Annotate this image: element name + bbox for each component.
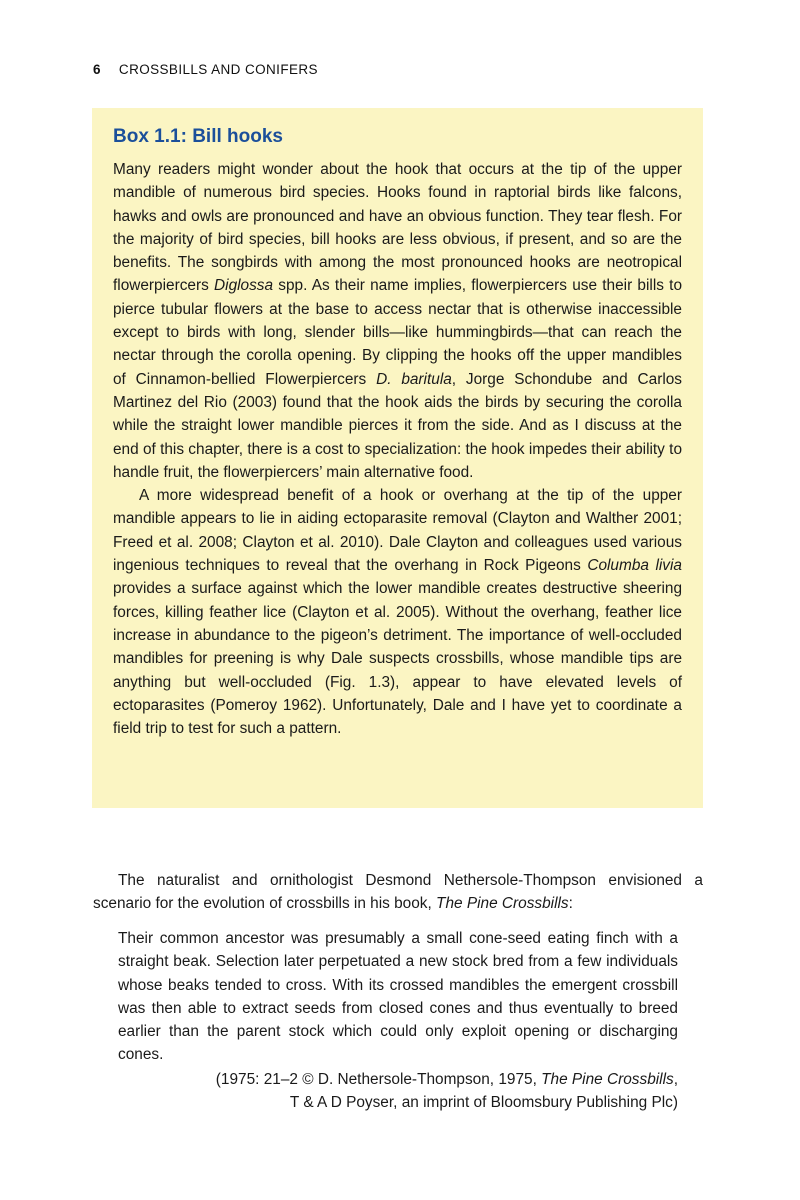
text-run: : xyxy=(568,895,573,913)
box-paragraph-1 xyxy=(113,158,682,484)
page-number: 6 xyxy=(93,62,101,77)
text-run: (1975: 21–2 © D. Nethersole-Thompson, 1975, xyxy=(215,1071,542,1088)
quote-citation xyxy=(118,1068,678,1115)
text-run: Many readers might wonder about the hook that occurs at the tip of the upper mandible of numerous bird species. Hooks found in raptorial birds like falcons, hawks and owls are pronounced and have an obvious function. They tear flesh. For the majority of bird species, bill hooks are less obvious, if present, and so are the benefits. The songbirds with among the most pronounced hooks are neotropical flowerpiercers xyxy=(113,161,682,295)
book-title: The Pine Crossbills xyxy=(541,1071,674,1088)
text-run: , Jorge Schondube and Carlos Martinez del Rio (2003) found that the hook aids the birds by securing the corolla while the straight lower mandible pierces it from the side. And as I discuss at the end of this chapter, there is a cost to specialization: the hook impedes their ability to handle fruit, the flowerpiercers’ main alternative food. xyxy=(113,370,682,481)
text-run: provides a surface against which the lower mandible creates destructive sheering forces, killing feather lice (Clayton et al. 2005). Without the overhang, feather lice increase in abundance to the pigeon’s detriment. The importance of well-occluded mandibles for preening is why Dale suspects crossbills, whose mandible tips are anything but well-occluded (Fig. 1.3), appear to have elevated levels of ectoparasites (Pomeroy 1962). Unfortunately, Dale and I have yet to coordinate a field trip to test for such a pattern. xyxy=(113,580,682,738)
species-name: Columba livia xyxy=(587,557,682,575)
sidebar-box xyxy=(92,108,703,808)
citation-line-1 xyxy=(118,1068,678,1091)
body-text xyxy=(93,869,703,916)
text-run: spp. As their name implies, flowerpiercers use their bills to pierce tubular flowers at the base to access nectar that is otherwise inaccessible except to birds with long, slender bills—like hummingbirds—that can reach the nectar through the corolla opening. By clipping the hooks off the upper mandibles of Cinnamon-bellied Flowerpiercers xyxy=(113,277,683,388)
box-title: Box 1.1: Bill hooks xyxy=(113,126,283,147)
text-run: The naturalist and ornithologist Desmond Nethersole-Thompson envisioned a scenario for the evolution of crossbills in his book, xyxy=(93,872,703,913)
running-header xyxy=(93,62,318,77)
box-paragraph-2 xyxy=(113,484,682,740)
text-run: , xyxy=(673,1071,678,1088)
species-name: Diglossa xyxy=(214,277,274,295)
body-paragraph xyxy=(93,869,703,916)
species-name: D. baritula xyxy=(376,370,452,388)
book-title: The Pine Crossbills xyxy=(436,895,569,913)
running-title: CROSSBILLS AND CONIFERS xyxy=(118,62,318,77)
citation-line-2: T & A D Poyser, an imprint of Bloomsbury Publishing Plc) xyxy=(289,1094,678,1112)
block-quote: Their common ancestor was presumably a small cone-seed eating finch with a straight beak. Selection later perpetuated a new stock bred from a few individuals whose beaks tended to cross. With its crossed mandibles the emergent crossbill was then able to extract seeds from closed cones and thus eventually to breed earlier than the parent stock which could only exploit opening or discharging cones. xyxy=(118,930,678,1064)
text-run: A more widespread benefit of a hook or overhang at the tip of the upper mandible appears to lie in aiding ectoparasite removal (Clayton and Walther 2001; Freed et al. 2008; Clayton et al. 2010). Dale Clayton and colleagues used various ingenious techniques to reveal that the overhang in Rock Pigeons xyxy=(113,487,682,575)
